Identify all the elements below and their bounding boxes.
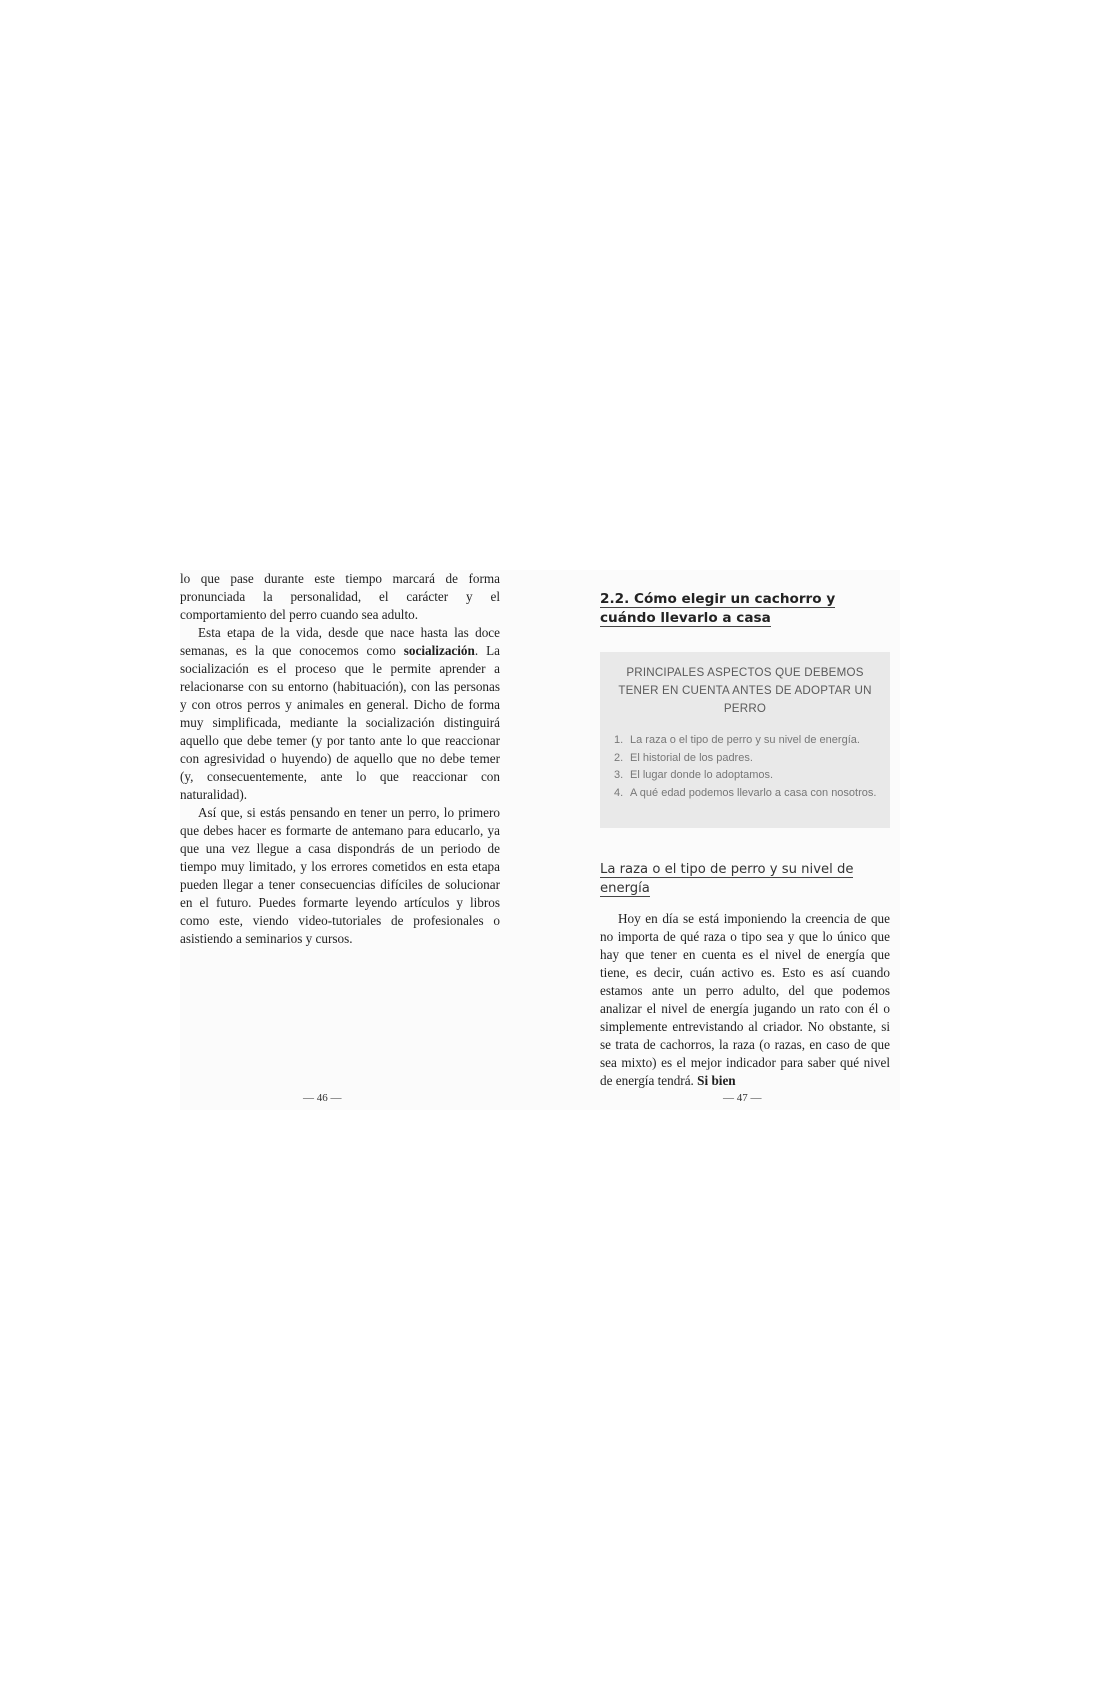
summary-box-title: PRINCIPALES ASPECTOS QUE DEBEMOS TENER EN CUENTA ANTES DE ADOPTAR UN PERRO — [618, 666, 872, 715]
list-item — [614, 750, 880, 768]
paragraph-1: lo que pase durante este tiempo marcará de forma pronunciada la personalidad, el carácter y el comportamiento del perro cuando sea adulto. — [180, 571, 500, 622]
paragraph-2-text: Esta etapa de la vida, desde que nace hasta las doce semanas, es la que conocemos como — [180, 625, 500, 658]
right-text-block — [600, 910, 890, 1090]
subheading-text: La raza o el tipo de perro y su nivel de energía — [600, 862, 854, 896]
paragraph-3: Así que, si estás pensando en tener un perro, lo primero que debes hacer es formarte de antemano para educarlo, ya que una vez llegue a casa dispondrás de un periodo de tiempo muy limitado, y los errores cometidos en esta etapa pueden llegar a tener consecuencias difíciles de solucionar en el futuro. Puedes formarte leyendo artículos y libros como este, viendo video-tutoriales de profesionales o asistiendo a seminarios y cursos. — [180, 805, 500, 946]
section-title-text: 2.2. Cómo elegir un cachorro y cuándo llevarlo a casa — [600, 591, 836, 626]
page-number-right: — 47 — — [723, 1092, 762, 1104]
paragraph-right-bold: Si bien — [697, 1073, 736, 1088]
subheading — [600, 860, 890, 898]
list-item-text: El lugar donde lo adoptamos. — [630, 769, 774, 781]
list-item-number: 2. — [614, 751, 624, 764]
summary-list — [614, 732, 880, 802]
socializacion-term: socialización — [403, 643, 475, 658]
paragraph-2 — [180, 624, 500, 804]
list-item-number: 3. — [614, 769, 624, 781]
left-page — [180, 570, 501, 1104]
list-item — [614, 785, 880, 803]
list-item-text: El historial de los padres. — [630, 751, 753, 764]
book-spread — [180, 570, 900, 1110]
paragraph-right — [600, 910, 890, 1090]
summary-box — [600, 652, 890, 828]
list-item-text: A qué edad podemos llevarlo a casa con nosotros. — [630, 786, 877, 799]
list-item — [614, 767, 880, 785]
page-number-left: — 46 — — [303, 1092, 342, 1104]
list-item-number: 4. — [614, 786, 624, 799]
list-item-number: 1. — [614, 734, 624, 746]
paragraph-2-rest: . La socialización es el proceso que le permite aprender a relacionarse con su entorno (habituación), con las personas y con otros perros y animales en general. Dicho de forma muy simplificada, mediante la socialización distinguirá aquello que debe temer (y por tanto ante lo que reaccionar con agresividad o huyendo) de aquello que no debe temer (y, consecuentemente, ante lo que reaccionar con naturalidad). — [180, 643, 501, 802]
paragraph-right-text: Hoy en día se está imponiendo la creencia de que no importa de qué raza o tipo sea y que lo único que hay que tener en cuenta es el nivel de energía que tiene, es decir, cuán activo es. Esto es así cuando estamos ante un perro adulto, del que podemos analizar el nivel de energía jugando un rato con él o simplemente entrevistando al criador. No obstante, si se trata de cachorros, la raza (o razas, en caso de que sea mixto) es el mejor indicador para saber qué nivel de energía tendrá. — [600, 911, 890, 1088]
section-title — [600, 590, 890, 628]
list-item — [614, 732, 880, 750]
list-item-text: La raza o el tipo de perro y su nivel de energía. — [630, 734, 860, 746]
